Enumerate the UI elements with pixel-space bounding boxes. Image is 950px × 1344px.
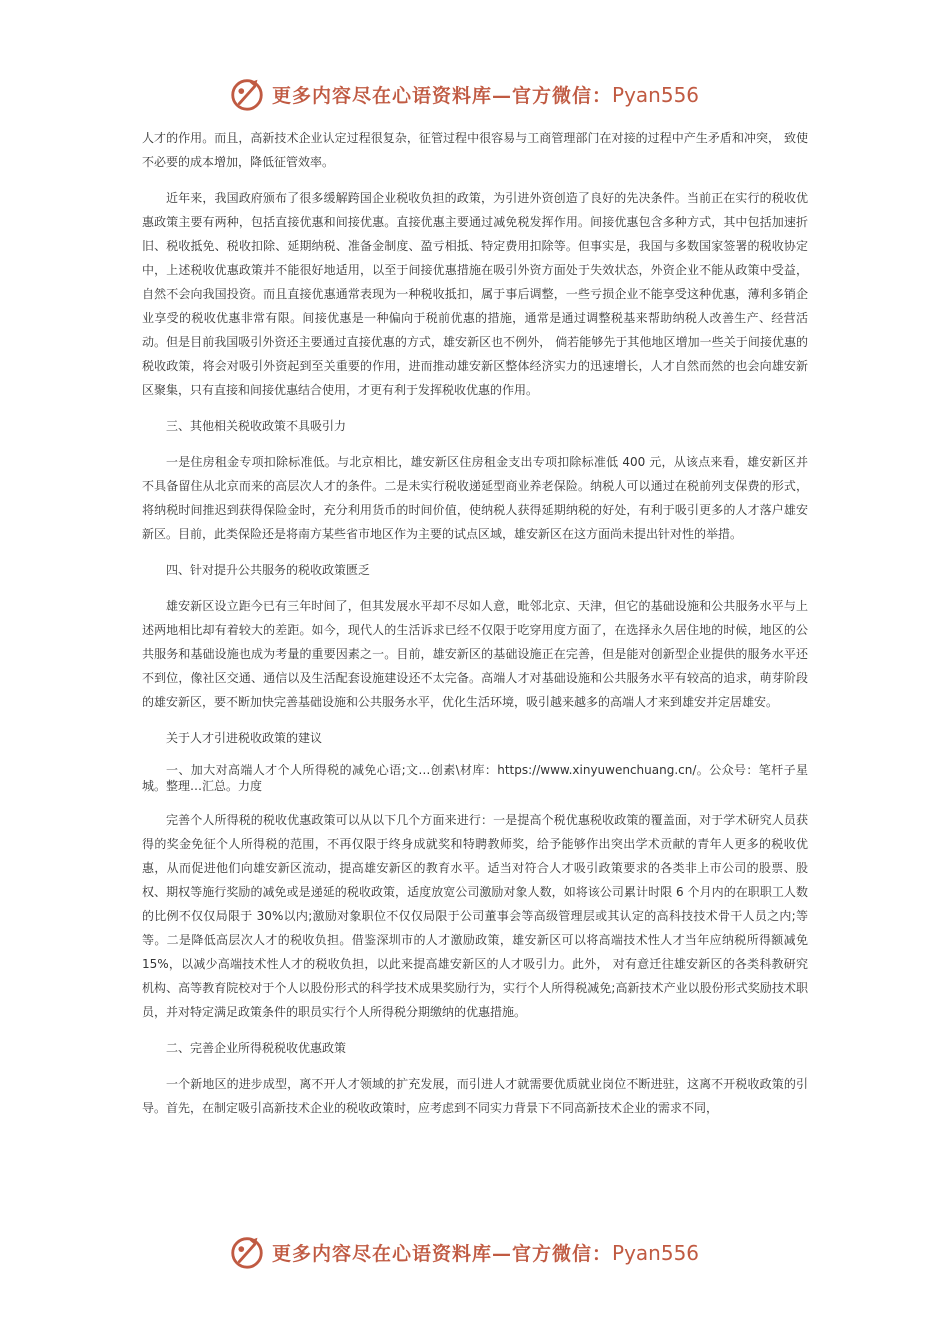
header-banner: [228, 74, 748, 114]
banner-text: 更多内容尽在心语资料库—官方微信：Pyan556: [272, 82, 700, 107]
paragraph: 一是住房租金专项扣除标准低。与北京相比，雄安新区住房租金支出专项扣除标准低 400 元，从该点来看，雄安新区并不具备留住从北京而来的高层次人才的条件。二是未实行税收递延型商业养老保险。纳税人可以通过在税前列支保费的形式，将纳税时间推迟到获得保险金时，充分利用货币的时间价值，使纳税人获得延期纳税的好处，有利于吸引更多的人才落户雄安新区。目前，此类保险还是将南方某些省市地区作为主要的试点区域，雄安新区在这方面尚未提出针对性的举措。: [142, 455, 808, 541]
wechat-id: Pyan556: [612, 1240, 700, 1265]
wechat-id: Pyan556: [612, 82, 700, 107]
document-body: [142, 126, 808, 1120]
section-heading: 关于人才引进税收政策的建议: [166, 731, 323, 745]
section-heading: 三、其他相关税收政策不具吸引力: [166, 419, 347, 433]
logo-icon: [228, 75, 266, 113]
paragraph: 雄安新区设立距今已有三年时间了，但其发展水平却不尽如人意，毗邻北京、天津，但它的基础设施和公共服务水平与上述两地相比却有着较大的差距。如今，现代人的生活诉求已经不仅限于吃穿用度方面了，在选择永久居住地的时候，地区的公共服务和基础设施也成为考量的重要因素之一。目前，雄安新区的基础设施正在完善，但是能对创新型企业提供的服务水平还不到位，像社区交通、通信以及生活配套设施建设还不太完备。高端人才对基础设施和公共服务水平有较高的追求，萌芽阶段的雄安新区，要不断加快完善基础设施和公共服务水平，优化生活环境，吸引越来越多的高端人才来到雄安并定居雄安。: [142, 599, 808, 709]
section-heading: 四、针对提升公共服务的税收政策匮乏: [166, 563, 371, 577]
section-heading: 二、完善企业所得税税收优惠政策: [166, 1041, 347, 1055]
paragraph: 完善个人所得税的税收优惠政策可以从以下几个方面来进行：一是提高个税优惠税收政策的覆盖面，对于学术研究人员获得的奖金免征个人所得税的范围，不再仅限于终身成就奖和特聘教师奖，给予能够作出突出学术贡献的青年人更多的税收优惠，从而促进他们向雄安新区流动，提高雄安新区的教育水平。适当对符合人才吸引政策要求的各类非上市公司的股票、股权、期权等施行奖励的减免或是递延的税收政策，适度放宽公司激励对象人数，如将该公司累计时限 6 个月内的在职职工人数的比例不仅仅局限于 30%以内;激励对象职位不仅仅局限于公司董事会等高级管理层或其认定的高科技技术骨干人员之内;等等。二是降低高层次人才的税收负担。借鉴深圳市的人才激励政策，雄安新区可以将高端技术性人才当年应纳税所得额减免 15%，以减少高端技术性人才的税收负担，以此来提高雄安新区的人才吸引力。此外， 对有意迁往雄安新区的各类科教研究机构、高等教育院校对于个人以股份形式的科学技术成果奖励行为，实行个人所得税减免;高新技术产业以股份形式奖励技术职员，并对特定满足政策条件的职员实行个人所得税分期缴纳的优惠措施。: [142, 813, 808, 1019]
logo-icon: [228, 1233, 266, 1271]
section-heading: 一、加大对高端人才个人所得税的减免心语;文…创素\材库：https://www.xinyuwenchuang.cn/。公众号：笔杆子星城。整理…汇总。力度: [142, 763, 808, 793]
banner-text: 更多内容尽在心语资料库—官方微信：Pyan556: [272, 1240, 700, 1265]
paragraph: 近年来，我国政府颁布了很多缓解跨国企业税收负担的政策，为引进外资创造了良好的先决条件。当前正在实行的税收优惠政策主要有两种，包括直接优惠和间接优惠。直接优惠主要通过减免税发挥作用。间接优惠包含多种方式，其中包括加速折旧、税收抵免、税收扣除、延期纳税、准备金制度、盈亏相抵、特定费用扣除等。但事实是，我国与多数国家签署的税收协定中，上述税收优惠政策并不能很好地适用，以至于间接优惠措施在吸引外资方面处于失效状态，外资企业不能从政策中受益，自然不会向我国投资。而且直接优惠通常表现为一种税收抵扣，属于事后调整，一些亏损企业不能享受这种优惠，薄利多销企业享受的税收优惠非常有限。间接优惠是一种偏向于税前优惠的措施，通常是通过调整税基来帮助纳税人改善生产、经营活动。但是目前我国吸引外资还主要通过直接优惠的方式，雄安新区也不例外， 倘若能够先于其他地区增加一些关于间接优惠的税收政策，将会对吸引外资起到至关重要的作用，进而推动雄安新区整体经济实力的迅速增长，人才自然而然的也会向雄安新区聚集，只有直接和间接优惠结合使用，才更有利于发挥税收优惠的作用。: [142, 191, 808, 397]
paragraph: 一个新地区的进步成型，离不开人才领域的扩充发展，而引进人才就需要优质就业岗位不断进驻，这离不开税收政策的引导。首先，在制定吸引高新技术企业的税收政策时，应考虑到不同实力背景下不同高新技术企业的需求不同，: [142, 1077, 808, 1115]
paragraph: 人才的作用。而且，高新技术企业认定过程很复杂，征管过程中很容易与工商管理部门在对接的过程中产生矛盾和冲突， 致使不必要的成本增加，降低征管效率。: [142, 131, 808, 169]
footer-banner: [228, 1232, 748, 1272]
